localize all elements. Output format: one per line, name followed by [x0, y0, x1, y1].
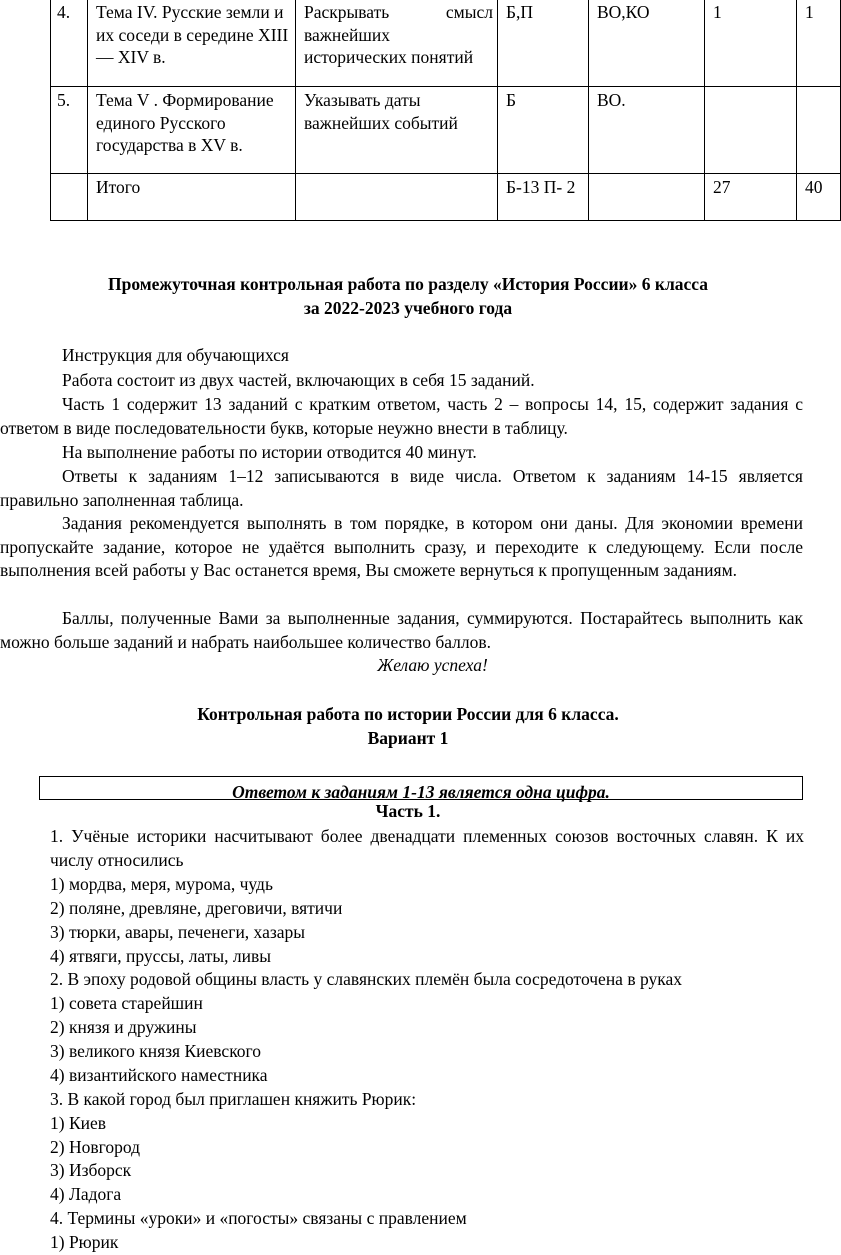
wish-text: Желаю успеха!	[377, 655, 488, 675]
answer-option: 3) великого князя Киевского	[50, 1041, 262, 1061]
score-cell: 27	[705, 174, 797, 221]
answer-format-note: Ответом к заданиям 1-13 является одна цифра.	[39, 776, 803, 800]
instruction-paragraph: Задания рекомендуется выполнять в том порядке, в котором они даны. Для экономии времени пропускайте задание, которое не удаётся выполнить сразу, и переходите к следующему. Если после выполнения всей работы у Вас останется время, Вы сможете вернуться к пропущенным заданиям.	[0, 513, 803, 580]
topic-cell: Тема IV. Русские земли и их соседи в середине XIII — XIV в.	[88, 0, 296, 87]
answer-option: 4) ятвяги, пруссы, латы, ливы	[50, 946, 272, 966]
part-label: Часть 1.	[375, 801, 441, 821]
answer-option: 2) князя и дружины	[50, 1017, 197, 1037]
answer-option: 1) Киев	[50, 1113, 107, 1133]
skill-cell	[296, 174, 498, 221]
skill-cell: Указывать даты важнейших событий	[296, 87, 498, 174]
instruction-paragraph: Баллы, полученные Вами за выполненные задания, суммируются. Постарайтесь выполнить как можно больше заданий и набрать наибольшее количество баллов.	[0, 608, 803, 652]
instruction-paragraph: Часть 1 содержит 13 заданий с кратким ответом, часть 2 – вопросы 14, 15, содержит задания с ответом в виде последовательности букв, которые неужно внести в таблицу.	[0, 394, 803, 438]
instruction-paragraph: Работа состоит из двух частей, включающих в себя 15 заданий.	[62, 370, 535, 390]
topic-cell: Тема V . Формирование единого Русского государства в XV в.	[88, 87, 296, 174]
answer-option: 3) тюрки, авары, печенеги, хазары	[50, 922, 306, 942]
topics-table	[50, 0, 841, 221]
answer-option: 3) Изборск	[50, 1160, 132, 1180]
score-cell: 1	[797, 0, 841, 87]
score-cell: 1	[705, 0, 797, 87]
score-cell: 40	[797, 174, 841, 221]
level-cell: Б-13 П- 2	[498, 174, 589, 221]
instruction-paragraph: На выполнение работы по истории отводится 40 минут.	[62, 442, 477, 462]
answer-option: 2) Новгород	[50, 1137, 140, 1157]
instruction-paragraph: Ответы к заданиям 1–12 записываются в виде числа. Ответом к заданиям 14-15 является правильно заполненная таблица.	[0, 466, 803, 510]
skill-cell: Раскрывать смысл важнейших исторических понятий	[296, 0, 498, 87]
row-number: 4.	[51, 0, 88, 87]
table-row	[51, 87, 841, 174]
score-cell	[797, 87, 841, 174]
test-title-line-1: Контрольная работа по истории России для 6 класса.	[197, 704, 619, 724]
table-row	[51, 0, 841, 87]
score-cell	[705, 87, 797, 174]
question-text: 4. Термины «уроки» и «погосты» связаны с правлением	[50, 1208, 467, 1228]
answer-option: 4) византийского наместника	[50, 1065, 268, 1085]
question-text: 2. В эпоху родовой общины власть у славянских племён была сосредоточена в руках	[50, 969, 682, 989]
answer-option: 1) Рюрик	[50, 1232, 119, 1252]
form-cell: ВО,КО	[589, 0, 705, 87]
intro-title-line-2: за 2022-2023 учебного года	[303, 298, 513, 318]
table-row	[51, 174, 841, 221]
row-number: 5.	[51, 87, 88, 174]
question-text: 3. В какой город был приглашен княжить Рюрик:	[50, 1089, 417, 1109]
topic-cell: Итого	[88, 174, 296, 221]
answer-option: 2) поляне, древляне, дреговичи, вятичи	[50, 898, 343, 918]
answer-option: 4) Ладога	[50, 1184, 122, 1204]
form-cell: ВО.	[589, 87, 705, 174]
intro-title-line-1: Промежуточная контрольная работа по разделу «История России» 6 класса	[107, 274, 709, 294]
row-number	[51, 174, 88, 221]
answer-option: 1) совета старейшин	[50, 993, 203, 1013]
form-cell	[589, 174, 705, 221]
level-cell: Б	[498, 87, 589, 174]
answer-option: 1) мордва, меря, мурома, чудь	[50, 874, 273, 894]
test-title-line-2: Вариант 1	[367, 728, 449, 748]
level-cell: Б,П	[498, 0, 589, 87]
question-text: 1. Учёные историки насчитывают более двенадцати племенных союзов восточных славян. К их числу относились	[50, 826, 804, 870]
instruction-heading: Инструкция для обучающихся	[62, 345, 289, 365]
